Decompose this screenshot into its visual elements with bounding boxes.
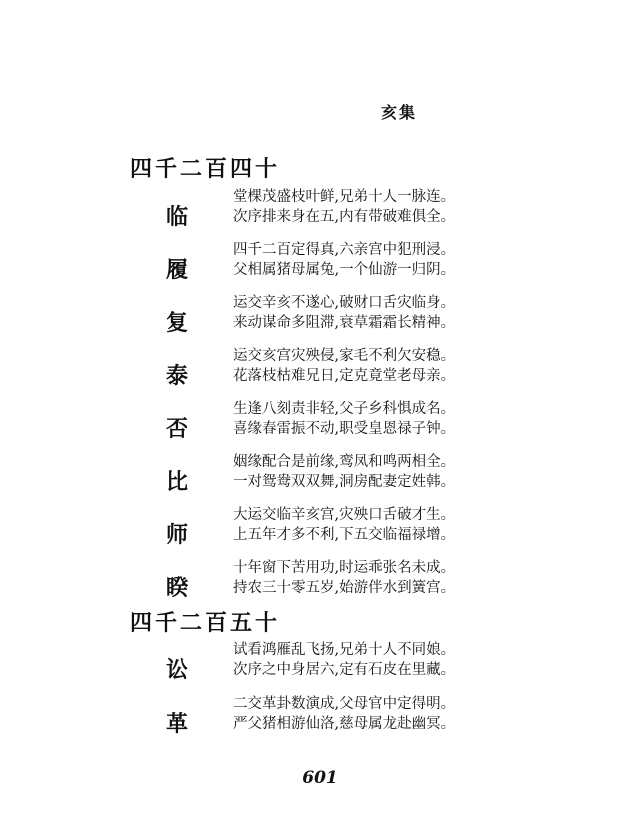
verse-line-1: 姻缘配合是前缘,鸾凤和鸣两相全。 (233, 454, 456, 470)
verse-line-2: 喜缘春雷振不动,职受皇恩禄子钟。 (233, 421, 456, 437)
verse-line-1: 试看鸿雁乱飞扬,兄弟十人不同娘。 (233, 642, 456, 658)
entry-bi (0, 452, 640, 504)
verse-line-1: 生逢八刻责非轻,父子乡科惧成名。 (233, 401, 456, 417)
verse-line-2: 次序之中身居六,定有石皮在里藏。 (233, 662, 456, 678)
entry-ge (0, 694, 640, 746)
entry-kui (0, 558, 640, 610)
verse-line-2: 花落枝枯难兄日,定克竟堂老母亲。 (233, 368, 456, 384)
verse-line-1: 大运交临辛亥宫,灾殃口舌破才生。 (233, 507, 456, 523)
verse-line-1: 堂棵茂盛枝叶鲜,兄弟十人一脉连。 (233, 189, 456, 205)
entry-shi (0, 505, 640, 557)
section-title-4240: 四千二百四十 (130, 156, 281, 182)
entry-fu (0, 293, 640, 345)
entry-tai (0, 346, 640, 398)
hexagram-glyph: 复 (166, 310, 189, 336)
verse-line-2: 持农三十零五岁,始游伴水到簧宫。 (233, 580, 456, 596)
hexagram-glyph: 革 (166, 711, 189, 737)
hexagram-glyph: 临 (166, 204, 189, 230)
hexagram-glyph: 履 (166, 257, 189, 283)
running-header: 亥集 (381, 103, 418, 122)
verse-line-2: 一对鸳鸯双双舞,洞房配妻定姓韩。 (233, 474, 456, 490)
hexagram-glyph: 讼 (166, 657, 189, 683)
verse-line-1: 十年窗下苦用功,时运乖张名未成。 (233, 560, 456, 576)
hexagram-glyph: 师 (166, 522, 189, 548)
hexagram-glyph: 比 (166, 469, 189, 495)
page-number: 601 (302, 768, 338, 788)
hexagram-glyph: 否 (166, 416, 189, 442)
entry-lv (0, 240, 640, 292)
section-title-4250: 四千二百五十 (130, 610, 281, 636)
hexagram-glyph: 睽 (166, 575, 189, 601)
verse-line-1: 运交亥宫灾殃侵,家毛不利欠安稳。 (233, 348, 456, 364)
verse-line-2: 上五年才多不利,下五交临福禄增。 (233, 527, 456, 543)
verse-line-2: 严父猪相游仙洛,慈母属龙赴幽冥。 (233, 716, 456, 732)
verse-line-2: 次序排来身在五,内有带破难俱全。 (233, 209, 456, 225)
verse-line-1: 四千二百定得真,六亲宫中犯刑浸。 (233, 242, 456, 258)
verse-line-2: 父相属猪母属兔,一个仙游一归阴。 (233, 262, 456, 278)
verse-line-1: 运交辛亥不遂心,破财口舌灾临身。 (233, 295, 456, 311)
verse-line-2: 来动谋命多阻滞,衰草霜霜长精神。 (233, 315, 456, 331)
entry-song (0, 640, 640, 692)
entry-pi (0, 399, 640, 451)
entry-lin (0, 187, 640, 239)
hexagram-glyph: 泰 (166, 363, 189, 389)
verse-line-1: 二交革卦数演成,父母官中定得明。 (233, 696, 456, 712)
